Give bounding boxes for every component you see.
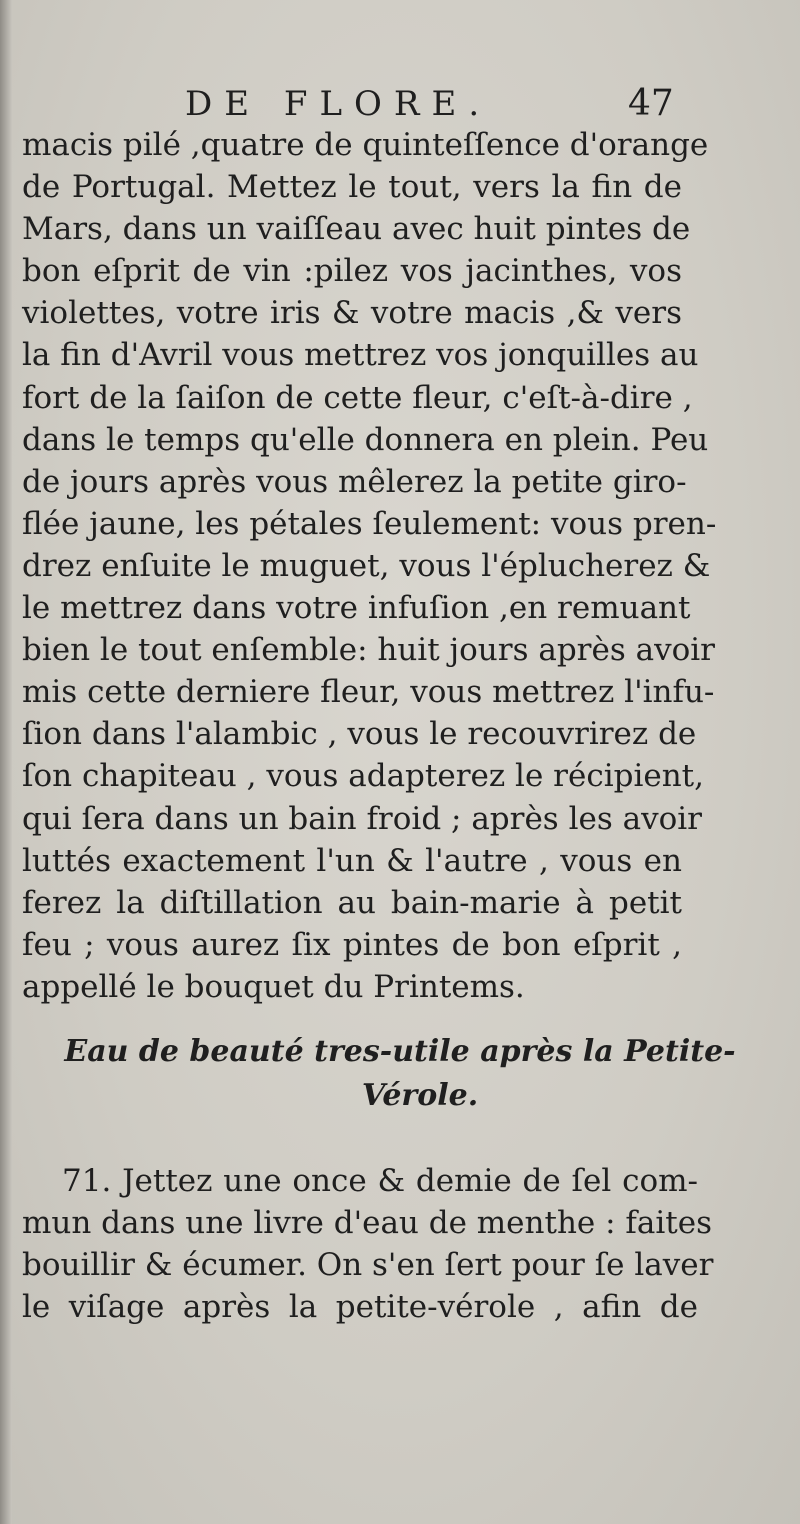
text-line: 71. Jettez une once & demie de ſel com- [62,1163,698,1199]
text-line: violettes, votre iris & votre macis ,& vers [22,295,682,332]
text-line: ſion dans l'alambic , vous le recouvrirez de [22,716,697,753]
text-line: luttés exactement l'un & l'autre , vous en [22,842,682,879]
text-line: macis pilé ,quatre de quinteſſence d'orange [22,127,709,163]
text-line: Mars, dans un vaiſſeau avec huit pintes de [22,211,691,248]
section-heading-line: Vérole. [361,1078,479,1113]
text-line: bon eſprit de vin :pilez vos jacinthes, vos [22,253,682,290]
text-line: le viſage après la petite-vérole , afin de [22,1289,698,1326]
text-line: ferez la diſtillation au bain-marie à petit [22,884,682,921]
text-line: ſon chapiteau , vous adapterez le récipient, [22,758,704,795]
section-heading [0,1030,800,1118]
paragraph-1 [22,124,717,1008]
text-line: de Portugal. Mettez le tout, vers la fin de [22,169,682,206]
text-line: de jours après vous mêlerez la petite giro- [22,463,687,500]
text-line: mis cette derniere fleur, vous mettrez l'infu- [22,674,715,711]
running-head: DE FLORE. [185,84,492,124]
page-gutter-shadow [0,0,12,1524]
text-line: bien le tout enſemble: huit jours après avoir [22,632,715,669]
text-line: fort de la ſaiſon de cette fleur, c'eſt-à-dire , [22,379,693,416]
text-line: drez enſuite le muguet, vous l'éplucherez & [22,547,711,584]
text-line: la fin d'Avril vous mettrez vos jonquilles au [22,337,699,374]
text-line: le mettrez dans votre infuſion ,en remuant [22,590,691,627]
paragraph-2 [22,1160,714,1328]
page-number: 47 [628,83,674,124]
text-line: flée jaune, les pétales ſeulement: vous pren- [22,505,717,542]
section-heading-line: Eau de beauté tres-utile après la Petite- [64,1034,736,1069]
text-line: feu ; vous aurez ſix pintes de bon eſprit , [22,926,682,963]
text-line: bouillir & écumer. On s'en ſert pour ſe laver [22,1247,714,1284]
text-line: dans le temps qu'elle donnera en plein. Peu [22,421,709,458]
text-line: qui ſera dans un bain froid ; après les avoir [22,800,702,837]
text-line: appellé le bouquet du Printems. [22,968,525,1005]
text-line: mun dans une livre d'eau de menthe : faites [22,1205,712,1242]
